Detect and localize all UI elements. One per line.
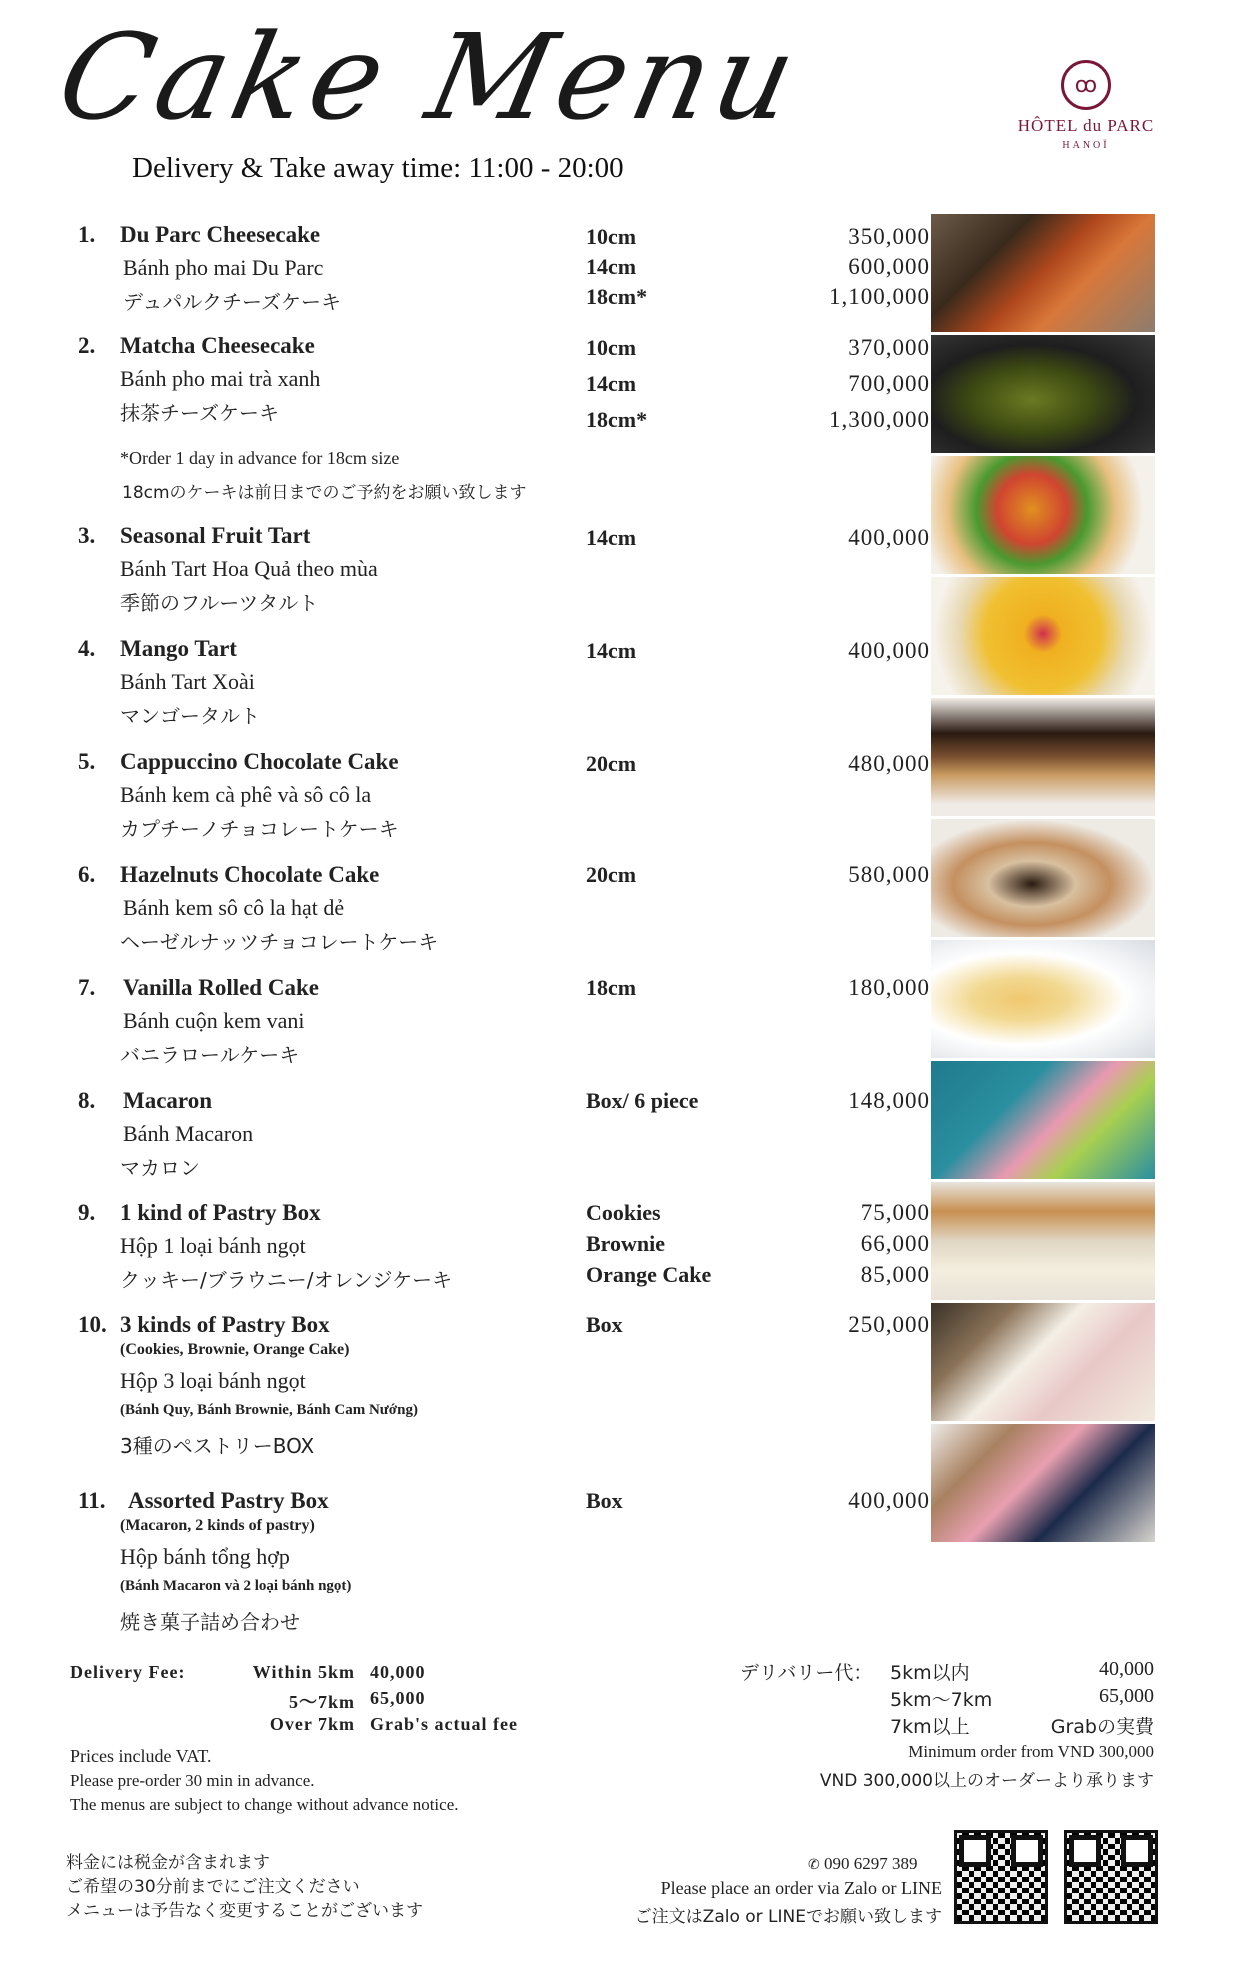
menu-item: [78, 975, 930, 1067]
item-price: 66,000: [860, 1231, 930, 1256]
item-size: Cookies: [586, 1200, 661, 1225]
note-change-jp: メニューは予告なく変更することがございます: [66, 1901, 423, 1921]
item-price: 400,000: [848, 638, 930, 663]
item-size: 18cm*: [586, 407, 648, 432]
item-size: 14cm: [586, 371, 637, 396]
mango-tart-photo: [931, 577, 1155, 695]
delivery-range: Over 7km: [269, 1714, 355, 1734]
item-number: 4.: [78, 636, 96, 661]
item-price: 148,000: [848, 1088, 930, 1113]
menu-item: [78, 862, 930, 954]
item-name-jp: 季節のフルーツタルト: [120, 591, 319, 615]
item-name: Vanilla Rolled Cake: [123, 975, 319, 1000]
minimum-order-jp: VND 300,000以上のオーダーより承ります: [819, 1771, 1154, 1791]
three-kinds-box-photo: [931, 1303, 1155, 1421]
item-price: 480,000: [848, 751, 930, 776]
zalo-qr-code[interactable]: [954, 1830, 1048, 1924]
menu-item: [78, 333, 930, 433]
item-name-jp: クッキー/ブラウニー/オレンジケーキ: [120, 1268, 453, 1292]
delivery-fee: 40,000: [370, 1662, 426, 1682]
item-size: 18cm*: [586, 284, 648, 309]
hotel-name: HÔTEL du PARC: [1017, 116, 1155, 135]
item-detail-vi: (Bánh Macaron và 2 loại bánh ngọt): [120, 1578, 352, 1594]
item-name-jp: バニラロールケーキ: [120, 1043, 300, 1067]
fruit-tart-photo: [931, 456, 1155, 574]
hotel-logo-icon: ꝏ: [1061, 60, 1111, 110]
item-name: Du Parc Cheesecake: [120, 222, 321, 247]
item-name-jp: マンゴータルト: [120, 704, 260, 728]
pastry-box-photo: [931, 1182, 1155, 1300]
item-size: 14cm: [586, 638, 637, 663]
item-name: 1 kind of Pastry Box: [120, 1200, 321, 1225]
item-name: Mango Tart: [120, 636, 237, 661]
item-price: 85,000: [860, 1262, 930, 1287]
vanilla-roll-photo: [931, 940, 1155, 1058]
item-name: Assorted Pastry Box: [128, 1488, 329, 1513]
item-size: Box: [586, 1488, 623, 1513]
phone-icon: ✆: [808, 1857, 820, 1873]
item-number: 5.: [78, 749, 96, 774]
item-name-jp: 3種のペストリーBOX: [120, 1434, 315, 1458]
item-detail-vi: (Bánh Quy, Bánh Brownie, Bánh Cam Nướng): [120, 1402, 418, 1418]
item-price: 580,000: [848, 862, 930, 887]
item-size: 10cm: [586, 335, 637, 360]
item-name-jp: 抹茶チーズケーキ: [120, 401, 279, 425]
item-detail-en: (Cookies, Brownie, Orange Cake): [120, 1341, 350, 1358]
delivery-range-jp: 5km～7km: [890, 1689, 993, 1711]
item-name-vi: Bánh pho mai Du Parc: [123, 255, 324, 280]
item-name: Seasonal Fruit Tart: [120, 523, 311, 548]
item-detail-en: (Macaron, 2 kinds of pastry): [120, 1517, 315, 1534]
item-size: 20cm: [586, 862, 637, 887]
item-number: 7.: [78, 975, 96, 1000]
item-name-jp: ヘーゼルナッツチョコレートケーキ: [120, 930, 439, 954]
item-name: Hazelnuts Chocolate Cake: [120, 862, 380, 887]
item-price: 1,100,000: [829, 284, 930, 309]
delivery-range-jp: 7km以上: [890, 1716, 970, 1738]
delivery-range-jp: 5km以内: [890, 1662, 970, 1684]
item-name-vi: Bánh Macaron: [123, 1121, 254, 1146]
item-name-jp: 焼き菓子詰め合わせ: [120, 1610, 300, 1634]
item-price: 600,000: [848, 254, 930, 279]
item-number: 2.: [78, 333, 96, 358]
item-number: 10.: [78, 1312, 107, 1337]
item-number: 9.: [78, 1200, 96, 1225]
menu-item: [78, 222, 930, 314]
item-size: 10cm: [586, 224, 637, 249]
item-price: 250,000: [848, 1312, 930, 1337]
item-size: 14cm: [586, 525, 637, 550]
item-name: 3 kinds of Pastry Box: [120, 1312, 330, 1337]
page-title: Cake Menu: [47, 8, 813, 146]
menu-item: [78, 1312, 930, 1462]
phone-text: 090 6297 389: [823, 1854, 918, 1873]
macaron-box-photo: [931, 1061, 1155, 1179]
menu-item: [78, 749, 930, 841]
delivery-range: 5～7km: [288, 1692, 355, 1712]
note-preorder-jp: ご希望の30分前までにご注文ください: [66, 1877, 360, 1897]
item-name-vi: Hộp 3 loại bánh ngọt: [120, 1368, 306, 1393]
line-qr-code[interactable]: [1064, 1830, 1158, 1924]
note-preorder: Please pre-order 30 min in advance.: [70, 1771, 315, 1790]
item-size: Box: [586, 1312, 623, 1337]
delivery-fee: 65,000: [370, 1688, 426, 1708]
du-parc-cheesecake-photo: [931, 214, 1155, 332]
item-size: 20cm: [586, 751, 637, 776]
menu-item: [78, 1488, 930, 1638]
item-size: Orange Cake: [586, 1262, 712, 1287]
item-name-vi: Bánh pho mai trà xanh: [120, 366, 321, 391]
item-name: Cappuccino Chocolate Cake: [120, 749, 399, 774]
item-size: Brownie: [586, 1231, 666, 1256]
menu-item: [78, 636, 930, 728]
hotel-city: HANOÏ: [1062, 140, 1110, 151]
item-number: 8.: [78, 1088, 96, 1113]
menu-item: [78, 1200, 930, 1295]
item-name-vi: Hộp bánh tổng hợp: [120, 1544, 290, 1569]
delivery-fee-jp: Grabの実費: [1050, 1716, 1154, 1738]
delivery-fee: Grab's actual fee: [370, 1714, 518, 1734]
item-name-jp: マカロン: [120, 1156, 200, 1180]
item-name-vi: Bánh Tart Xoài: [120, 669, 255, 694]
matcha-cheesecake-photo: [931, 335, 1155, 453]
item-price: 75,000: [860, 1200, 930, 1225]
delivery-fee-jp: 65,000: [1099, 1685, 1154, 1707]
phone-number[interactable]: [808, 1854, 917, 1874]
item-size: 14cm: [586, 254, 637, 279]
item-price: 700,000: [848, 371, 930, 396]
item-name-jp: デュパルクチーズケーキ: [123, 290, 341, 314]
item-number: 3.: [78, 523, 96, 548]
item-number: 11.: [78, 1488, 106, 1513]
item-price: 1,300,000: [829, 407, 930, 432]
delivery-range: Within 5km: [252, 1662, 355, 1682]
item-price: 400,000: [848, 1488, 930, 1513]
delivery-fee-label: Delivery Fee:: [70, 1662, 186, 1682]
order-instruction-en: Please place an order via Zalo or LINE: [660, 1878, 942, 1898]
item-price: 370,000: [848, 335, 930, 360]
note-vat: Prices include VAT.: [70, 1746, 212, 1766]
item-size: 18cm: [586, 975, 637, 1000]
item-price: 350,000: [848, 224, 930, 249]
order-note-jp: 18cmのケーキは前日までのご予約をお願い致します: [122, 483, 527, 503]
item-price: 180,000: [848, 975, 930, 1000]
delivery-fee-label-jp: デリバリー代：: [740, 1662, 873, 1684]
minimum-order-en: Minimum order from VND 300,000: [908, 1742, 1154, 1761]
item-name-vi: Hộp 1 loại bánh ngọt: [120, 1233, 306, 1258]
item-name: Matcha Cheesecake: [120, 333, 315, 358]
order-instruction-jp: ご注文はZalo or LINEでお願い致します: [634, 1907, 942, 1927]
order-note: *Order 1 day in advance for 18cm size: [120, 448, 400, 468]
item-name-vi: Bánh kem cà phê và sô cô la: [120, 782, 372, 807]
item-price: 400,000: [848, 525, 930, 550]
assorted-box-photo: [931, 1424, 1155, 1542]
delivery-fee-jp: 40,000: [1099, 1658, 1154, 1680]
item-name-vi: Bánh kem sô cô la hạt dẻ: [123, 895, 345, 920]
item-name: Macaron: [123, 1088, 213, 1113]
item-number: 6.: [78, 862, 96, 887]
cappuccino-cake-photo: [931, 698, 1155, 816]
note-vat-jp: 料金には税金が含まれます: [66, 1853, 270, 1873]
item-name-vi: Bánh Tart Hoa Quả theo mùa: [120, 556, 378, 581]
item-name-jp: カプチーノチョコレートケーキ: [120, 817, 399, 841]
menu-item: [78, 1088, 930, 1180]
menu-item: [78, 523, 930, 615]
note-change: The menus are subject to change without advance notice.: [70, 1795, 459, 1814]
item-size: Box/ 6 piece: [586, 1088, 699, 1113]
item-name-vi: Bánh cuộn kem vani: [123, 1008, 305, 1033]
hazelnut-cake-photo: [931, 819, 1155, 937]
delivery-hours: Delivery & Take away time: 11:00 - 20:00: [132, 152, 624, 184]
item-number: 1.: [78, 222, 96, 247]
